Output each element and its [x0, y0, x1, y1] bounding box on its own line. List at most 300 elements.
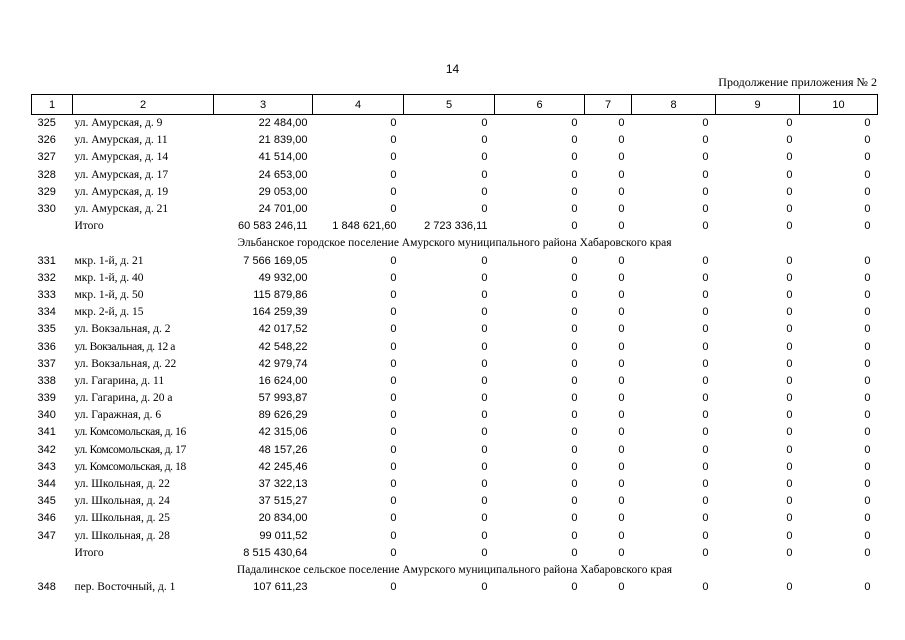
value-cell: 0 — [618, 203, 625, 216]
table-row — [32, 356, 878, 373]
value-cell: 0 — [864, 546, 871, 559]
amount-cell: 24 653,00 — [258, 168, 308, 181]
value-cell: 0 — [864, 117, 871, 130]
value-cell: 0 — [864, 495, 871, 508]
value-cell: 0 — [618, 495, 625, 508]
column-header: 1 — [32, 95, 73, 115]
value-cell: 0 — [390, 168, 397, 181]
value-cell: 0 — [864, 151, 871, 164]
value-cell: 0 — [571, 392, 578, 405]
value-cell: 0 — [702, 581, 709, 594]
address-cell: ул. Школьная, д. 28 — [74, 529, 170, 542]
value-cell: 0 — [864, 340, 871, 353]
value-cell: 0 — [571, 426, 578, 439]
value-cell: 0 — [390, 529, 397, 542]
column-header: 7 — [585, 95, 632, 115]
amount-cell: 57 993,87 — [258, 392, 308, 405]
value-cell: 0 — [390, 117, 397, 130]
value-cell: 0 — [481, 529, 488, 542]
value-cell: 0 — [786, 426, 793, 439]
address-cell: ул. Вокзальная, д. 2 — [74, 323, 171, 336]
table-row — [32, 528, 878, 545]
row-number-cell: 343 — [37, 460, 56, 473]
total-label-cell: Итого — [74, 220, 104, 233]
table-row — [32, 149, 878, 166]
address-cell: ул. Амурская, д. 19 — [74, 185, 169, 198]
amount-cell: 42 315,06 — [258, 426, 308, 439]
total-label-cell: Итого — [74, 546, 104, 559]
value-cell: 0 — [618, 340, 625, 353]
value-cell: 0 — [571, 495, 578, 508]
amount-cell: 16 624,00 — [258, 374, 308, 387]
value-cell: 0 — [481, 185, 488, 198]
value-cell: 0 — [618, 151, 625, 164]
value-cell: 0 — [864, 220, 871, 233]
row-number-cell: 346 — [37, 512, 56, 525]
value-cell: 0 — [390, 357, 397, 370]
address-cell: ул. Амурская, д. 14 — [74, 151, 169, 164]
value-cell: 0 — [481, 495, 488, 508]
value-cell: 0 — [571, 443, 578, 456]
address-cell: ул. Гагарина, д. 11 — [74, 374, 165, 387]
value-cell: 0 — [571, 323, 578, 336]
address-cell: мкр. 1-й, д. 21 — [74, 254, 144, 267]
value-cell: 0 — [702, 203, 709, 216]
address-cell: ул. Вокзальная, д. 12 а — [74, 340, 175, 353]
value-cell: 0 — [864, 288, 871, 301]
column-header: 10 — [800, 95, 878, 115]
amount-cell: 7 566 169,05 — [243, 254, 308, 267]
value-cell: 0 — [618, 220, 625, 233]
value-cell: 0 — [390, 340, 397, 353]
table-row — [32, 510, 878, 527]
row-number-cell: 340 — [37, 409, 56, 422]
value-cell: 0 — [786, 271, 793, 284]
value-cell: 0 — [702, 426, 709, 439]
value-cell: 0 — [618, 185, 625, 198]
value-cell: 0 — [864, 306, 871, 319]
value-cell: 0 — [864, 512, 871, 525]
amount-cell: 42 548,22 — [258, 340, 308, 353]
table-row — [32, 442, 878, 459]
value-cell: 0 — [481, 151, 488, 164]
column-header: 5 — [404, 95, 495, 115]
address-cell: ул. Школьная, д. 25 — [74, 512, 170, 525]
value-cell: 0 — [702, 409, 709, 422]
value-cell: 0 — [702, 220, 709, 233]
value-cell: 0 — [571, 185, 578, 198]
row-number-cell: 344 — [37, 478, 56, 491]
value-cell: 0 — [618, 409, 625, 422]
value-cell: 0 — [618, 134, 625, 147]
row-number-cell: 347 — [37, 529, 56, 542]
value-cell: 0 — [390, 185, 397, 198]
address-cell: ул. Гаражная, д. 6 — [74, 409, 162, 422]
value-cell: 0 — [786, 340, 793, 353]
row-number-cell: 348 — [37, 581, 56, 594]
amount-cell: 107 611,23 — [253, 581, 308, 594]
address-cell: ул. Комсомольская, д. 18 — [74, 460, 186, 473]
value-cell: 0 — [702, 546, 709, 559]
value-cell: 0 — [390, 323, 397, 336]
table-row — [32, 270, 878, 287]
value-cell: 0 — [390, 374, 397, 387]
table-row — [32, 253, 878, 270]
value-cell: 0 — [618, 478, 625, 491]
value-cell: 0 — [786, 323, 793, 336]
value-cell: 0 — [786, 254, 793, 267]
value-cell: 0 — [571, 581, 578, 594]
amount-cell: 48 157,26 — [258, 443, 308, 456]
table-row — [32, 390, 878, 407]
value-cell: 0 — [618, 357, 625, 370]
value-cell: 0 — [390, 546, 397, 559]
value-cell: 0 — [481, 426, 488, 439]
column-header: 2 — [73, 95, 214, 115]
value-cell: 0 — [571, 220, 578, 233]
value-cell: 0 — [481, 546, 488, 559]
value-cell: 0 — [786, 185, 793, 198]
value-cell: 0 — [571, 254, 578, 267]
value-cell: 0 — [481, 357, 488, 370]
amount-cell: 37 515,27 — [258, 495, 308, 508]
address-cell: ул. Амурская, д. 11 — [74, 134, 168, 147]
table-row — [32, 579, 878, 596]
value-cell: 0 — [481, 374, 488, 387]
value-cell: 0 — [481, 392, 488, 405]
row-number-cell: 339 — [37, 392, 56, 405]
amount-cell: 8 515 430,64 — [243, 546, 308, 559]
row-number-cell: 337 — [37, 357, 56, 370]
value-cell: 0 — [786, 478, 793, 491]
value-cell: 0 — [864, 392, 871, 405]
value-cell: 0 — [390, 254, 397, 267]
value-cell: 0 — [390, 443, 397, 456]
value-cell: 0 — [864, 460, 871, 473]
value-cell: 0 — [786, 134, 793, 147]
value-cell: 0 — [481, 117, 488, 130]
column-header: 9 — [716, 95, 800, 115]
value-cell: 0 — [481, 271, 488, 284]
amount-cell: 42 979,74 — [258, 357, 308, 370]
value-cell: 0 — [481, 460, 488, 473]
value-cell: 0 — [864, 443, 871, 456]
value-cell: 0 — [571, 409, 578, 422]
address-cell: ул. Гагарина, д. 20 а — [74, 392, 173, 405]
value-cell: 0 — [786, 443, 793, 456]
value-cell: 0 — [786, 409, 793, 422]
value-cell: 0 — [390, 271, 397, 284]
value-cell: 0 — [481, 512, 488, 525]
value-cell: 0 — [571, 306, 578, 319]
value-cell: 0 — [390, 478, 397, 491]
value-cell: 0 — [702, 185, 709, 198]
amount-cell: 24 701,00 — [258, 203, 308, 216]
address-cell: мкр. 2-й, д. 15 — [74, 306, 144, 319]
value-cell: 0 — [618, 392, 625, 405]
column-header: 4 — [313, 95, 404, 115]
row-number-cell: 342 — [37, 443, 56, 456]
address-cell: ул. Вокзальная, д. 22 — [74, 357, 177, 370]
value-cell: 0 — [702, 512, 709, 525]
value-cell: 0 — [618, 168, 625, 181]
table-row — [32, 424, 878, 441]
value-cell: 0 — [390, 460, 397, 473]
table-row — [32, 167, 878, 184]
value-cell: 0 — [571, 288, 578, 301]
row-number-cell: 326 — [37, 134, 56, 147]
row-number-cell: 336 — [37, 340, 56, 353]
table-row — [32, 459, 878, 476]
value-cell: 0 — [481, 323, 488, 336]
amount-cell: 29 053,00 — [258, 185, 308, 198]
value-cell: 0 — [786, 288, 793, 301]
value-cell: 0 — [786, 546, 793, 559]
value-cell: 0 — [702, 168, 709, 181]
row-number-cell: 338 — [37, 374, 56, 387]
value-cell: 0 — [618, 323, 625, 336]
value-cell: 0 — [864, 478, 871, 491]
value-cell: 0 — [702, 117, 709, 130]
value-cell: 0 — [864, 426, 871, 439]
value-cell: 0 — [481, 306, 488, 319]
value-cell: 0 — [390, 512, 397, 525]
value-cell: 0 — [702, 529, 709, 542]
value-cell: 0 — [618, 288, 625, 301]
table-row — [32, 476, 878, 493]
value-cell: 0 — [618, 254, 625, 267]
value-cell: 0 — [481, 443, 488, 456]
row-number-cell: 335 — [37, 323, 56, 336]
address-cell: ул. Амурская, д. 21 — [74, 203, 169, 216]
value-cell: 0 — [571, 168, 578, 181]
value-cell: 2 723 336,11 — [424, 220, 488, 233]
value-cell: 0 — [786, 357, 793, 370]
value-cell: 0 — [702, 254, 709, 267]
value-cell: 0 — [786, 306, 793, 319]
row-number-cell: 341 — [37, 426, 56, 439]
value-cell: 0 — [571, 546, 578, 559]
value-cell: 0 — [702, 134, 709, 147]
value-cell: 0 — [618, 426, 625, 439]
table-row — [32, 493, 878, 510]
table-row — [32, 321, 878, 338]
value-cell: 0 — [702, 271, 709, 284]
value-cell: 0 — [390, 581, 397, 594]
appendix-continuation-label: Продолжение приложения № 2 — [718, 75, 877, 89]
value-cell: 0 — [481, 340, 488, 353]
value-cell: 0 — [390, 392, 397, 405]
value-cell: 0 — [481, 478, 488, 491]
total-row — [32, 218, 878, 235]
value-cell: 0 — [702, 151, 709, 164]
value-cell: 0 — [571, 117, 578, 130]
amount-cell: 42 245,46 — [258, 460, 308, 473]
value-cell: 0 — [702, 460, 709, 473]
value-cell: 0 — [786, 117, 793, 130]
value-cell: 0 — [618, 460, 625, 473]
address-cell: ул. Школьная, д. 24 — [74, 495, 170, 508]
address-cell: мкр. 1-й, д. 40 — [74, 271, 144, 284]
value-cell: 0 — [481, 168, 488, 181]
value-cell: 0 — [481, 288, 488, 301]
value-cell: 0 — [864, 271, 871, 284]
amount-cell: 99 011,52 — [259, 529, 308, 542]
column-header: 3 — [214, 95, 313, 115]
column-number-header-row — [32, 95, 878, 115]
column-header: 8 — [632, 95, 716, 115]
amount-cell: 22 484,00 — [258, 117, 308, 130]
value-cell: 0 — [864, 323, 871, 336]
row-number-cell — [32, 218, 73, 235]
value-cell: 0 — [786, 581, 793, 594]
amount-cell: 164 259,39 — [252, 306, 308, 319]
appendix-table — [31, 94, 878, 596]
value-cell: 0 — [618, 529, 625, 542]
value-cell: 0 — [618, 443, 625, 456]
value-cell: 0 — [618, 271, 625, 284]
total-row — [32, 545, 878, 562]
value-cell: 0 — [481, 581, 488, 594]
amount-cell: 89 626,29 — [258, 409, 308, 422]
value-cell: 0 — [786, 203, 793, 216]
amount-cell: 42 017,52 — [258, 323, 308, 336]
value-cell: 0 — [571, 374, 578, 387]
section-header-row — [32, 562, 878, 579]
value-cell: 0 — [481, 134, 488, 147]
amount-cell: 49 932,00 — [258, 271, 308, 284]
value-cell: 0 — [618, 581, 625, 594]
address-cell: ул. Амурская, д. 17 — [74, 168, 169, 181]
address-cell: ул. Комсомольская, д. 17 — [74, 443, 186, 456]
value-cell: 0 — [786, 460, 793, 473]
value-cell: 0 — [702, 357, 709, 370]
table-row — [32, 407, 878, 424]
amount-cell: 37 322,13 — [258, 478, 308, 491]
value-cell: 0 — [618, 374, 625, 387]
table-row — [32, 132, 878, 149]
value-cell: 0 — [390, 288, 397, 301]
row-number-cell: 331 — [37, 254, 56, 267]
value-cell: 0 — [864, 168, 871, 181]
address-cell: ул. Амурская, д. 9 — [74, 117, 163, 130]
value-cell: 0 — [390, 203, 397, 216]
value-cell: 0 — [786, 512, 793, 525]
value-cell: 0 — [481, 254, 488, 267]
row-number-cell: 327 — [37, 151, 56, 164]
row-number-cell — [32, 545, 73, 562]
address-cell: ул. Комсомольская, д. 16 — [74, 426, 186, 439]
row-number-cell: 334 — [37, 306, 56, 319]
value-cell: 0 — [702, 288, 709, 301]
value-cell: 0 — [702, 306, 709, 319]
address-cell: пер. Восточный, д. 1 — [74, 581, 176, 594]
value-cell: 0 — [864, 134, 871, 147]
value-cell: 0 — [618, 306, 625, 319]
table-row — [32, 373, 878, 390]
table-body — [32, 115, 878, 597]
value-cell: 0 — [571, 529, 578, 542]
value-cell: 0 — [864, 529, 871, 542]
value-cell: 0 — [571, 340, 578, 353]
value-cell: 0 — [618, 546, 625, 559]
value-cell: 0 — [390, 426, 397, 439]
value-cell: 1 848 621,60 — [332, 220, 397, 233]
value-cell: 0 — [786, 151, 793, 164]
value-cell: 0 — [864, 203, 871, 216]
row-number-cell: 330 — [37, 203, 56, 216]
value-cell: 0 — [786, 168, 793, 181]
table-row — [32, 184, 878, 201]
value-cell: 0 — [864, 185, 871, 198]
table-row — [32, 115, 878, 133]
value-cell: 0 — [390, 495, 397, 508]
value-cell: 0 — [571, 478, 578, 491]
value-cell: 0 — [786, 374, 793, 387]
table-row — [32, 287, 878, 304]
value-cell: 0 — [786, 529, 793, 542]
value-cell: 0 — [571, 512, 578, 525]
value-cell: 0 — [481, 409, 488, 422]
value-cell: 0 — [702, 478, 709, 491]
value-cell: 0 — [481, 203, 488, 216]
table-row — [32, 304, 878, 321]
value-cell: 0 — [702, 374, 709, 387]
value-cell: 0 — [864, 581, 871, 594]
section-title: Эльбанское городское поселение Амурского муниципального района Хабаровского края — [237, 237, 672, 250]
value-cell: 0 — [390, 409, 397, 422]
row-number-cell: 345 — [37, 495, 56, 508]
amount-cell: 21 839,00 — [258, 134, 308, 147]
amount-cell: 60 583 246,11 — [237, 220, 308, 233]
row-number-cell: 333 — [37, 288, 56, 301]
section-header-row — [32, 235, 878, 252]
value-cell: 0 — [864, 409, 871, 422]
value-cell: 0 — [618, 117, 625, 130]
value-cell: 0 — [702, 443, 709, 456]
value-cell: 0 — [702, 340, 709, 353]
row-number-cell: 329 — [37, 185, 56, 198]
address-cell: мкр. 1-й, д. 50 — [74, 288, 144, 301]
row-number-cell: 325 — [37, 117, 56, 130]
value-cell: 0 — [702, 392, 709, 405]
amount-cell: 41 514,00 — [258, 151, 308, 164]
value-cell: 0 — [390, 151, 397, 164]
value-cell: 0 — [786, 220, 793, 233]
value-cell: 0 — [571, 203, 578, 216]
amount-cell: 20 834,00 — [258, 512, 308, 525]
value-cell: 0 — [786, 495, 793, 508]
value-cell: 0 — [786, 392, 793, 405]
value-cell: 0 — [571, 357, 578, 370]
column-header: 6 — [495, 95, 585, 115]
address-cell: ул. Школьная, д. 22 — [74, 478, 170, 491]
row-number-cell: 332 — [37, 271, 56, 284]
table-row — [32, 338, 878, 355]
row-number-cell: 328 — [37, 168, 56, 181]
value-cell: 0 — [390, 134, 397, 147]
section-title: Падалинское сельское поселение Амурского муниципального района Хабаровского края — [236, 563, 673, 576]
value-cell: 0 — [702, 323, 709, 336]
value-cell: 0 — [864, 357, 871, 370]
value-cell: 0 — [864, 374, 871, 387]
amount-cell: 115 879,86 — [253, 288, 308, 301]
value-cell: 0 — [864, 254, 871, 267]
value-cell: 0 — [571, 151, 578, 164]
value-cell: 0 — [571, 271, 578, 284]
value-cell: 0 — [571, 460, 578, 473]
table-row — [32, 201, 878, 218]
